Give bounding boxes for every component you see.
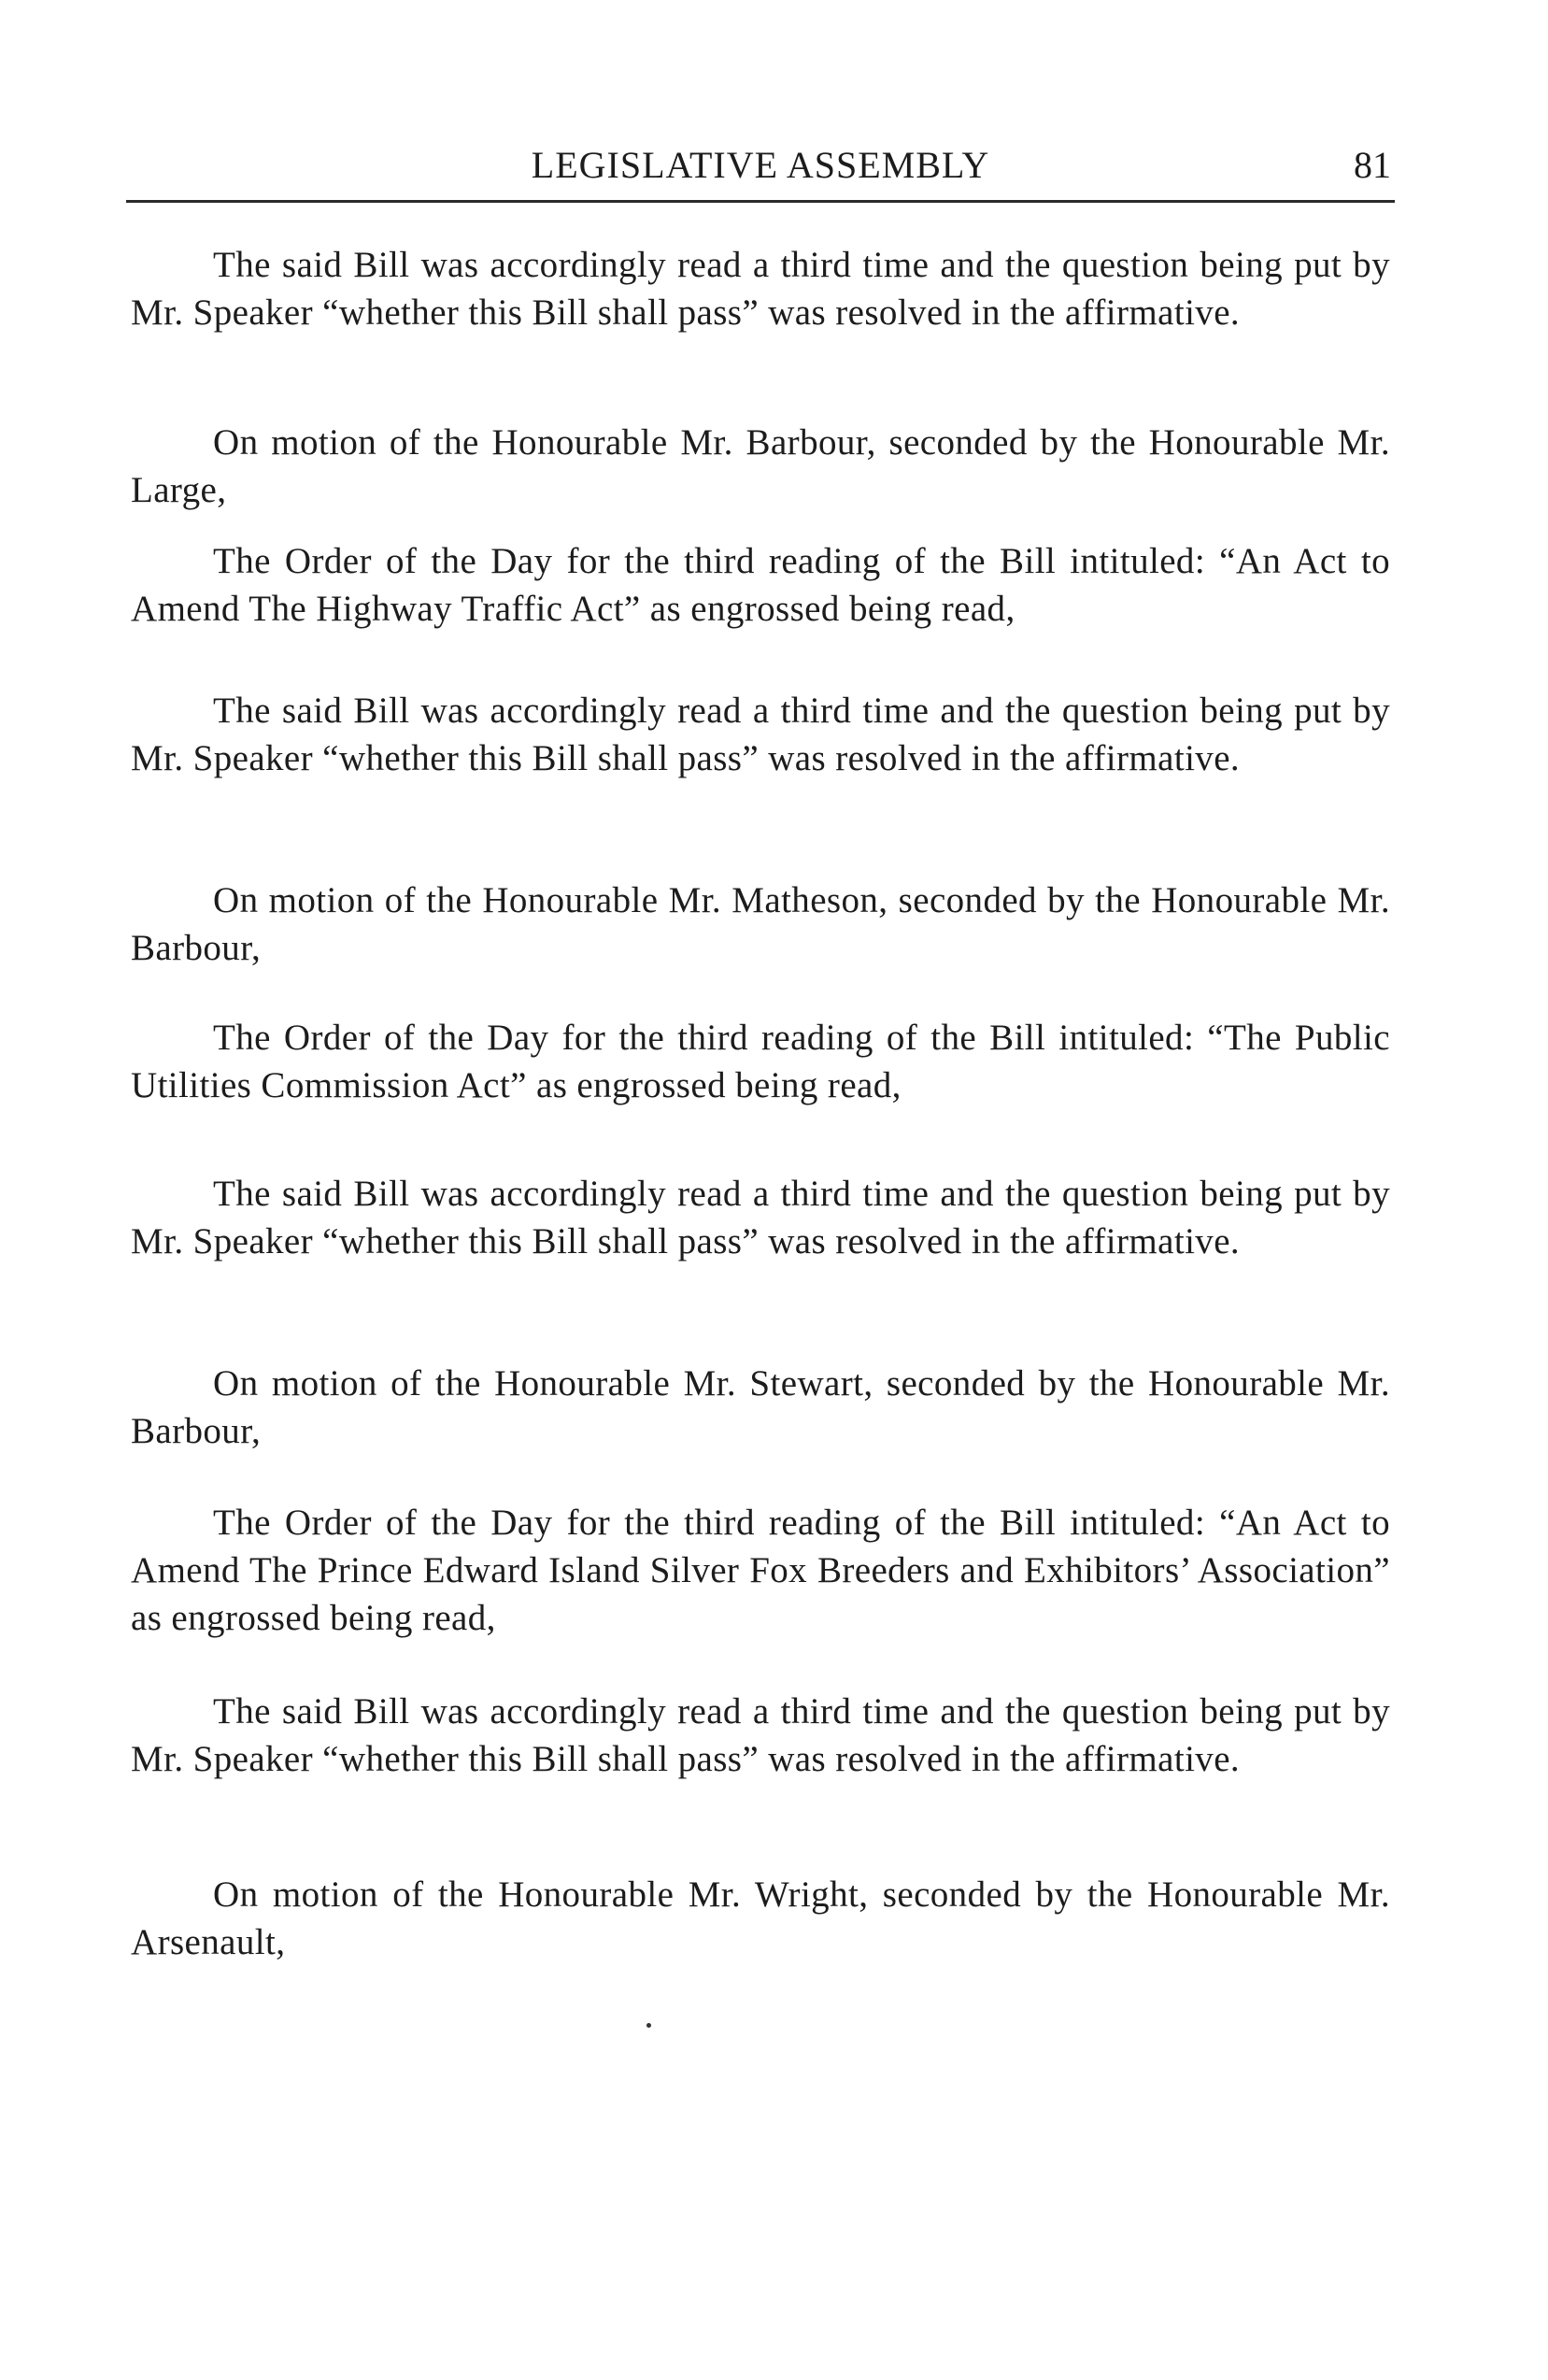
paragraph-8: On motion of the Honourable Mr. Stewart, seconded by the Honourable Mr. Barbour, [131, 1363, 1390, 1451]
print-speck [646, 2023, 651, 2028]
paragraph-3: The Order of the Day for the third reading of the Bill intituled: “An Act to Amend The Highway Traffic Act” as engrossed being read, [131, 541, 1390, 629]
header-rule [126, 200, 1395, 203]
paragraph-11: On motion of the Honourable Mr. Wright, seconded by the Honourable Mr. Arsenault, [131, 1874, 1390, 1962]
page-number: 81 [1354, 144, 1391, 186]
paragraph-6: The Order of the Day for the third reading of the Bill intituled: “The Public Utilities Commission Act” as engrossed being read, [131, 1018, 1390, 1105]
paragraph-9: The Order of the Day for the third reading of the Bill intituled: “An Act to Amend The Prince Edward Island Silver Fox Breeders and Exhibitors’ Association” as engrossed being read, [131, 1503, 1390, 1638]
paragraph-4: The said Bill was accordingly read a third time and the question being put by Mr. Speaker “whether this Bill shall pass” was resolved in the affirmative. [131, 691, 1390, 778]
paragraph-10: The said Bill was accordingly read a third time and the question being put by Mr. Speaker “whether this Bill shall pass” was resolved in the affirmative. [131, 1691, 1390, 1779]
paragraph-5: On motion of the Honourable Mr. Matheson, seconded by the Honourable Mr. Barbour, [131, 880, 1390, 968]
paragraph-1: The said Bill was accordingly read a third time and the question being put by Mr. Speaker “whether this Bill shall pass” was resolved in the affirmative. [131, 245, 1390, 333]
running-header [126, 140, 1395, 196]
header-title: LEGISLATIVE ASSEMBLY [531, 144, 990, 186]
paragraph-7: The said Bill was accordingly read a third time and the question being put by Mr. Speaker “whether this Bill shall pass” was resolved in the affirmative. [131, 1174, 1390, 1261]
paragraph-2: On motion of the Honourable Mr. Barbour, seconded by the Honourable Mr. Large, [131, 422, 1390, 510]
